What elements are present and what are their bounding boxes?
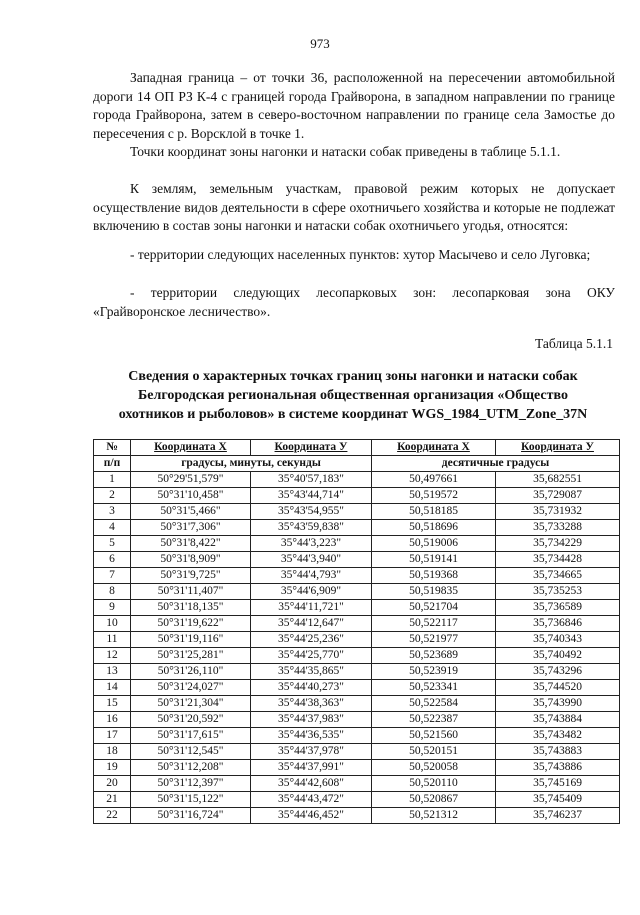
cell-y-dms: 35°44'37,991" [251,760,372,776]
table-title-line-3: охотников и рыболовов» в системе координат WGS_1984_UTM_Zone_37N [118,407,588,422]
cell-y-decimal: 35,744520 [496,680,620,696]
cell-y-dms: 35°44'25,770" [251,648,372,664]
cell-y-dms: 35°44'46,452" [251,808,372,824]
header-y-dms: Координата У [251,440,372,456]
cell-y-dms: 35°43'44,714" [251,488,372,504]
cell-x-dms: 50°31'12,545" [131,744,251,760]
table-header-row [94,440,620,456]
cell-number: 3 [94,504,131,520]
table-row [94,680,620,696]
cell-x-decimal: 50,518696 [372,520,496,536]
header-y-decimal: Координата У [496,440,620,456]
cell-number: 9 [94,600,131,616]
cell-x-decimal: 50,519006 [372,536,496,552]
cell-x-decimal: 50,497661 [372,472,496,488]
cell-y-dms: 35°44'4,793" [251,568,372,584]
cell-x-dms: 50°31'9,725" [131,568,251,584]
table-title-line-1: Сведения о характерных точках границ зоны нагонки и натаски собак [128,369,578,384]
table-row [94,728,620,744]
cell-x-dms: 50°29'51,579" [131,472,251,488]
cell-y-dms: 35°43'59,838" [251,520,372,536]
cell-number: 12 [94,648,131,664]
cell-x-decimal: 50,523919 [372,664,496,680]
cell-y-dms: 35°44'42,608" [251,776,372,792]
cell-number: 2 [94,488,131,504]
cell-y-decimal: 35,743482 [496,728,620,744]
header-number-sub: п/п [94,456,131,472]
cell-y-dms: 35°44'37,983" [251,712,372,728]
cell-x-dms: 50°31'16,724" [131,808,251,824]
cell-number: 17 [94,728,131,744]
cell-y-decimal: 35,743886 [496,760,620,776]
cell-y-decimal: 35,734428 [496,552,620,568]
cell-number: 1 [94,472,131,488]
header-units-decimal: десятичные градусы [372,456,620,472]
cell-x-dms: 50°31'19,622" [131,616,251,632]
cell-y-decimal: 35,743296 [496,664,620,680]
header-number: № [94,440,131,456]
cell-y-decimal: 35,734665 [496,568,620,584]
cell-number: 15 [94,696,131,712]
cell-y-dms: 35°44'36,535" [251,728,372,744]
cell-x-decimal: 50,518185 [372,504,496,520]
cell-y-decimal: 35,735253 [496,584,620,600]
cell-x-dms: 50°31'20,592" [131,712,251,728]
cell-number: 14 [94,680,131,696]
cell-x-dms: 50°31'18,135" [131,600,251,616]
table-row [94,504,620,520]
table-row [94,696,620,712]
cell-x-decimal: 50,519141 [372,552,496,568]
cell-x-decimal: 50,523341 [372,680,496,696]
cell-x-dms: 50°31'11,407" [131,584,251,600]
bullet-forest-park-zones: - территории следующих лесопарковых зон: лесопарковая зона ОКУ «Грайворонское лесничество». [93,285,615,319]
table-row [94,472,620,488]
table-row [94,776,620,792]
cell-number: 4 [94,520,131,536]
cell-y-dms: 35°44'40,273" [251,680,372,696]
cell-y-decimal: 35,731932 [496,504,620,520]
table-body [94,472,620,824]
cell-x-dms: 50°31'25,281" [131,648,251,664]
cell-x-dms: 50°31'12,397" [131,776,251,792]
cell-y-dms: 35°44'43,472" [251,792,372,808]
cell-x-dms: 50°31'5,466" [131,504,251,520]
table-units-row [94,456,620,472]
table-row [94,744,620,760]
cell-x-dms: 50°31'19,116" [131,632,251,648]
cell-x-dms: 50°31'7,306" [131,520,251,536]
cell-number: 11 [94,632,131,648]
cell-y-dms: 35°44'25,236" [251,632,372,648]
table-row [94,664,620,680]
cell-y-decimal: 35,743884 [496,712,620,728]
cell-x-decimal: 50,520058 [372,760,496,776]
cell-y-decimal: 35,740492 [496,648,620,664]
table-row [94,600,620,616]
cell-y-decimal: 35,743883 [496,744,620,760]
header-units-dms: градусы, минуты, секунды [131,456,372,472]
cell-number: 20 [94,776,131,792]
cell-number: 5 [94,536,131,552]
table-row [94,568,620,584]
cell-y-dms: 35°43'54,955" [251,504,372,520]
table-title-line-2: Белгородская региональная общественная организация «Общество [138,388,568,403]
cell-y-dms: 35°44'38,363" [251,696,372,712]
cell-x-dms: 50°31'21,304" [131,696,251,712]
cell-y-dms: 35°44'3,940" [251,552,372,568]
cell-x-decimal: 50,519835 [372,584,496,600]
paragraph-western-border: Западная граница – от точки 36, расположенной на пересечении автомобильной дороги 14 ОП РЗ К-4 с границей города Грайворона, в западном направлении по границе города Грайворона, затем в северо-восточном направлении по границе села Замостье до пересечения с р. Ворсклой в точке 1. [93,70,615,141]
cell-number: 7 [94,568,131,584]
cell-x-decimal: 50,521704 [372,600,496,616]
cell-x-dms: 50°31'15,122" [131,792,251,808]
cell-x-decimal: 50,521312 [372,808,496,824]
cell-x-decimal: 50,522117 [372,616,496,632]
cell-x-decimal: 50,521977 [372,632,496,648]
cell-y-decimal: 35,743990 [496,696,620,712]
bullet-settlements: - территории следующих населенных пунктов: хутор Масычево и село Луговка; [130,247,591,262]
cell-y-decimal: 35,740343 [496,632,620,648]
cell-number: 18 [94,744,131,760]
cell-x-dms: 50°31'8,422" [131,536,251,552]
cell-x-decimal: 50,522387 [372,712,496,728]
cell-x-decimal: 50,520110 [372,776,496,792]
cell-number: 16 [94,712,131,728]
cell-y-dms: 35°44'37,978" [251,744,372,760]
cell-y-dms: 35°44'35,865" [251,664,372,680]
cell-x-decimal: 50,520867 [372,792,496,808]
coordinates-table [93,439,620,824]
cell-x-dms: 50°31'24,027" [131,680,251,696]
cell-x-decimal: 50,522584 [372,696,496,712]
table-row [94,792,620,808]
cell-number: 13 [94,664,131,680]
table-row [94,520,620,536]
cell-y-dms: 35°44'12,647" [251,616,372,632]
table-title [88,367,618,424]
cell-y-decimal: 35,733288 [496,520,620,536]
table-label: Таблица 5.1.1 [535,336,613,351]
header-x-decimal: Координата X [372,440,496,456]
cell-y-dms: 35°40'57,183" [251,472,372,488]
cell-y-decimal: 35,734229 [496,536,620,552]
cell-x-dms: 50°31'26,110" [131,664,251,680]
table-row [94,584,620,600]
page-number: 973 [310,36,330,51]
table-row [94,616,620,632]
cell-x-decimal: 50,519368 [372,568,496,584]
cell-x-dms: 50°31'10,458" [131,488,251,504]
cell-y-decimal: 35,746237 [496,808,620,824]
cell-y-decimal: 35,682551 [496,472,620,488]
cell-y-decimal: 35,745409 [496,792,620,808]
cell-x-decimal: 50,520151 [372,744,496,760]
table-row [94,536,620,552]
table-row [94,488,620,504]
cell-x-dms: 50°31'12,208" [131,760,251,776]
cell-x-decimal: 50,519572 [372,488,496,504]
cell-x-decimal: 50,523689 [372,648,496,664]
table-row [94,632,620,648]
paragraph-points-reference: Точки координат зоны нагонки и натаски собак приведены в таблице 5.1.1. [130,144,561,159]
cell-y-dms: 35°44'11,721" [251,600,372,616]
cell-number: 21 [94,792,131,808]
cell-number: 6 [94,552,131,568]
cell-y-decimal: 35,736589 [496,600,620,616]
table-row [94,808,620,824]
table-row [94,648,620,664]
cell-number: 19 [94,760,131,776]
cell-y-dms: 35°44'3,223" [251,536,372,552]
table-row [94,760,620,776]
cell-y-decimal: 35,736846 [496,616,620,632]
paragraph-excluded-lands: К землям, земельным участкам, правовой режим которых не допускает осуществление видов деятельности в сфере охотничьего хозяйства и которые не подлежат включению в состав зоны нагонки и натаски собак охотничьего угодья, относятся: [93,181,615,234]
cell-x-dms: 50°31'17,615" [131,728,251,744]
cell-number: 22 [94,808,131,824]
cell-y-decimal: 35,745169 [496,776,620,792]
cell-y-decimal: 35,729087 [496,488,620,504]
cell-x-decimal: 50,521560 [372,728,496,744]
table-row [94,552,620,568]
cell-number: 8 [94,584,131,600]
table-row [94,712,620,728]
cell-x-dms: 50°31'8,909" [131,552,251,568]
cell-y-dms: 35°44'6,909" [251,584,372,600]
header-x-dms: Координата X [131,440,251,456]
cell-number: 10 [94,616,131,632]
